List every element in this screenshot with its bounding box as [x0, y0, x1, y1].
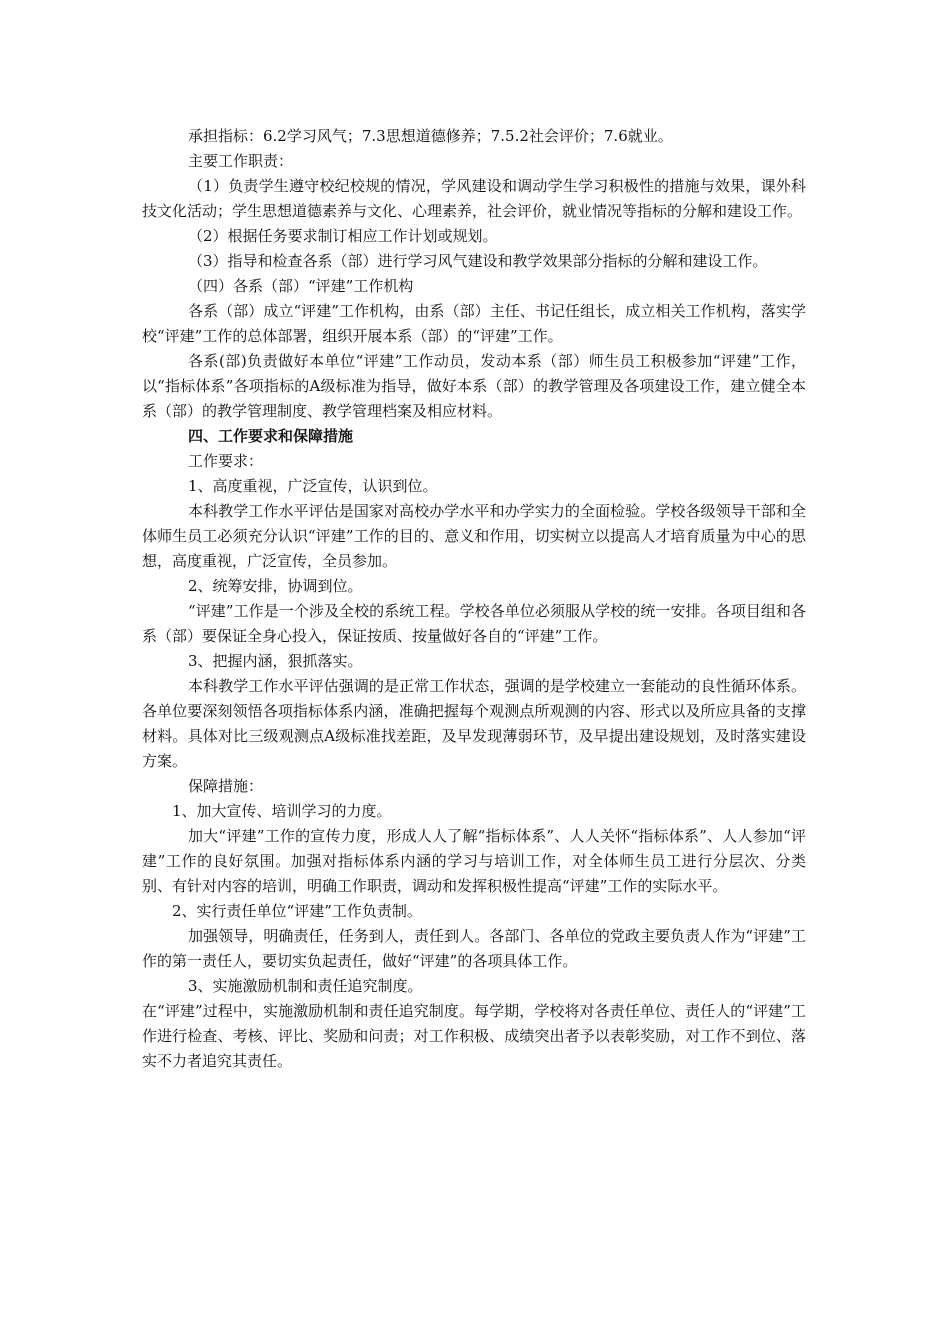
paragraph-requirement-2-title: 2、统筹安排，协调到位。 [188, 577, 363, 595]
paragraph-duty-2: （2）根据任务要求制订相应工作计划或规划。 [188, 227, 498, 245]
section-heading-requirements-and-measures: 四、工作要求和保障措施 [188, 427, 354, 445]
paragraph-requirements-heading: 工作要求： [188, 452, 264, 470]
paragraph-indicators: 承担指标：6.2学习风气；7.3思想道德修养；7.5.2社会评价；7.6就业。 [188, 127, 673, 145]
paragraph-measure-2-body: 加强领导，明确责任，任务到人，责任到人。各部门、各单位的党政主要负责人作为“评建”工作的第一责任人，要切实负起责任，做好“评建”的各项具体工作。 [142, 927, 806, 970]
paragraph-measure-2-title: 2、实行责任单位“评建”工作负责制。 [172, 902, 422, 920]
paragraph-requirement-3-body: 本科教学工作水平评估强调的是正常工作状态，强调的是学校建立一套能动的良性循环体系。各单位要深刻领悟各项指标体系内涵，准确把握每个观测点所观测的内容、形式以及所应具备的支撑材料。具体对比三级观测点A级标准找差距，及早发现薄弱环节，及早提出建设规划，及时落实建设方案。 [142, 677, 806, 770]
paragraph-duties-heading: 主要工作职责： [188, 152, 294, 170]
paragraph-department-organization: 各系（部）成立“评建”工作机构，由系（部）主任、书记任组长，成立相关工作机构，落实学校“评建”工作的总体部署，组织开展本系（部）的“评建”工作。 [142, 302, 806, 345]
paragraph-measure-1-body: 加大“评建”工作的宣传力度，形成人人了解“指标体系”、人人关怀“指标体系”、人人参加“评建”工作的良好氛围。加强对指标体系内涵的学习与培训工作，对全体师生员工进行分层次、分类别、有针对内容的培训，明确工作职责，调动和发挥积极性提高“评建”工作的实际水平。 [142, 827, 806, 895]
paragraph-measure-3-body: 在“评建”过程中，实施激励机制和责任追究制度。每学期，学校将对各责任单位、责任人的“评建”工作进行检查、考核、评比、奖励和问责；对工作积极、成绩突出者予以表彰奖励，对工作不到位、落实不力者追究其责任。 [142, 1002, 806, 1070]
paragraph-requirement-1-title: 1、高度重视，广泛宣传，认识到位。 [188, 477, 438, 495]
paragraph-measure-1-title: 1、加大宣传、培训学习的力度。 [172, 802, 392, 820]
paragraph-measure-3-title: 3、实施激励机制和责任追究制度。 [188, 977, 423, 995]
paragraph-requirement-3-title: 3、把握内涵，狠抓落实。 [188, 652, 363, 670]
section-heading-department-organization: （四）各系（部）“评建”工作机构 [188, 277, 414, 295]
paragraph-duty-3: （3）指导和检查各系（部）进行学习风气建设和教学效果部分指标的分解和建设工作。 [188, 252, 768, 270]
document-body [142, 124, 806, 1074]
paragraph-duty-1: （1）负责学生遵守校纪校规的情况，学风建设和调动学生学习积极性的措施与效果，课外科技文化活动；学生思想道德素养与文化、心理素养，社会评价，就业情况等指标的分解和建设工作。 [142, 177, 806, 220]
paragraph-requirement-2-body: “评建”工作是一个涉及全校的系统工程。学校各单位必须服从学校的统一安排。各项目组和各系（部）要保证全身心投入，保证按质、按量做好各自的“评建”工作。 [142, 602, 806, 645]
paragraph-measures-heading: 保障措施： [188, 777, 264, 795]
paragraph-requirement-1-body: 本科教学工作水平评估是国家对高校办学水平和办学实力的全面检验。学校各级领导干部和全体师生员工必须充分认识“评建”工作的目的、意义和作用，切实树立以提高人才培育质量为中心的思想，高度重视，广泛宣传，全员参加。 [142, 502, 806, 570]
paragraph-department-responsibility: 各系(部)负责做好本单位“评建”工作动员，发动本系（部）师生员工积极参加“评建”工作，以“指标体系”各项指标的A级标准为指导，做好本系（部）的教学管理及各项建设工作，建立健全本系（部）的教学管理制度、教学管理档案及相应材料。 [142, 352, 806, 420]
